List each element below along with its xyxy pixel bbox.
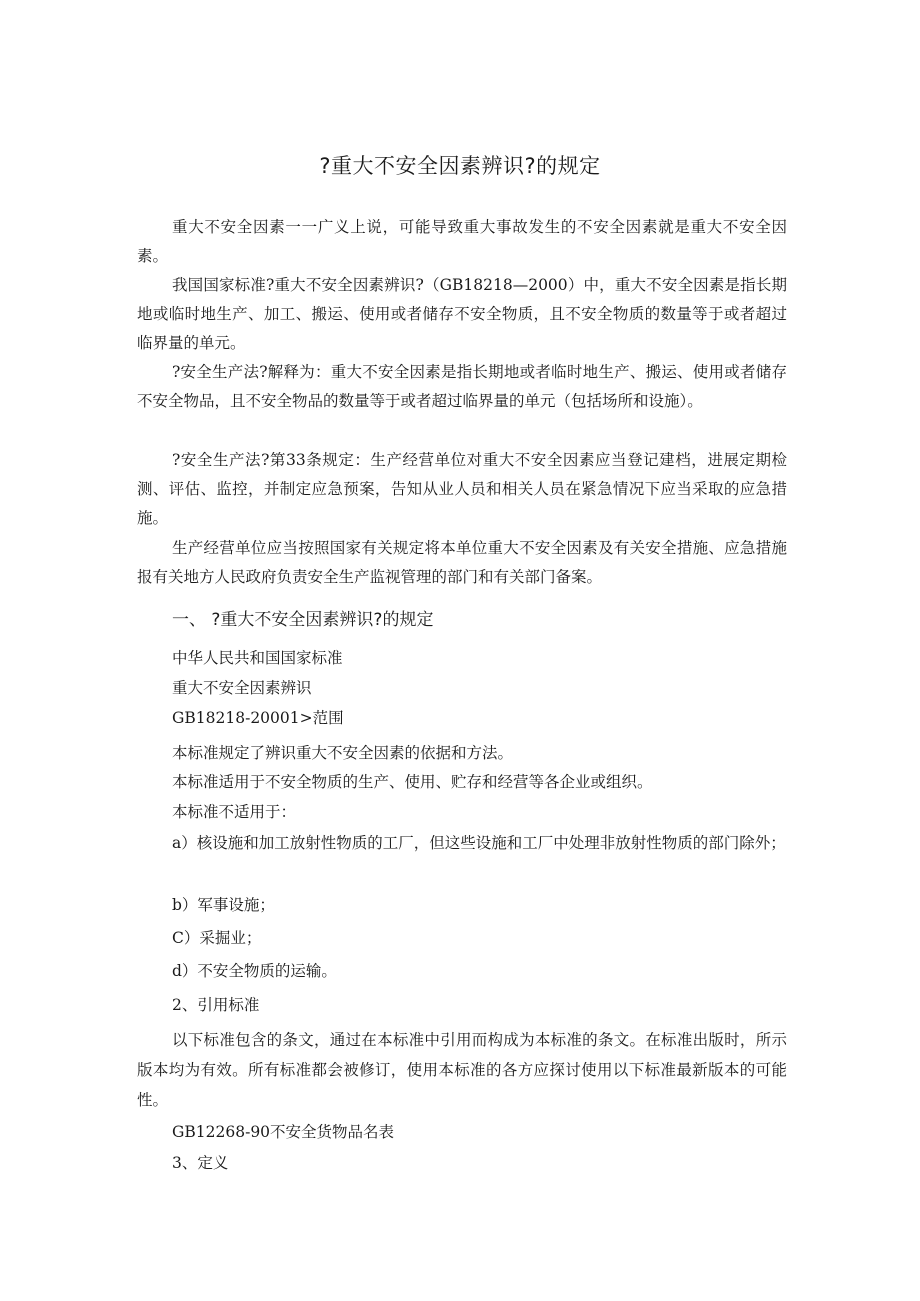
- item-a: a）核设施和加工放射性物质的工厂，但这些设施和工厂中处理非放射性物质的部门除外；: [172, 834, 786, 852]
- standard-line-3: GB18218-20001>范围: [172, 709, 344, 727]
- intro-paragraph-1: 重大不安全因素一一广义上说，可能导致重大事故发生的不安全因素就是重大不安全因素。: [137, 218, 787, 265]
- scope-line-2: 本标准适用于不安全物质的生产、使用、贮存和经营等各企业或组织。: [172, 773, 653, 791]
- intro-paragraph-5: 生产经营单位应当按照国家有关规定将本单位重大不安全因素及有关安全措施、应急措施报有关地方人民政府负责安全生产监视管理的部门和有关部门备案。: [137, 539, 787, 586]
- standard-line-2: 重大不安全因素辨识: [172, 679, 312, 697]
- standard-line-1: 中华人民共和国国家标准: [172, 649, 343, 667]
- ref-paragraph: 以下标准包含的条文，通过在本标准中引用而构成为本标准的条文。在标准出版时，所示版本均为有效。所有标准都会被修订，使用本标准的各方应探讨使用以下标准最新版本的可能性。: [137, 1031, 787, 1109]
- scope-line-1: 本标准规定了辨识重大不安全因素的依据和方法。: [172, 744, 514, 762]
- ref-heading: 2、引用标准: [172, 996, 260, 1014]
- intro-paragraph-2: 我国国家标准?重大不安全因素辨识?（GB18218—2000）中，重大不安全因素是指长期地或临时地生产、加工、搬运、使用或者储存不安全物质，且不安全物质的数量等于或者超过临界量的单元。: [137, 276, 787, 352]
- item-d: d）不安全物质的运输。: [172, 962, 337, 980]
- intro-paragraph-3: ?安全生产法?解释为：重大不安全因素是指长期地或者临时地生产、搬运、使用或者储存不安全物品，且不安全物品的数量等于或者超过临界量的单元（包括场所和设施）。: [137, 363, 787, 410]
- item-c: C）采掘业；: [172, 929, 262, 947]
- ref-item: GB12268-90不安全货物品名表: [172, 1123, 395, 1141]
- item-b: b）军事设施；: [172, 896, 275, 914]
- scope-line-3: 本标准不适用于：: [172, 803, 297, 821]
- section-heading: 一、 ?重大不安全因素辨识?的规定: [172, 610, 434, 630]
- intro-paragraph-4: ?安全生产法?第33条规定：生产经营单位对重大不安全因素应当登记建档，进展定期检测、评估、监控，并制定应急预案，告知从业人员和相关人员在紧急情况下应当采取的应急措施。: [137, 451, 787, 527]
- def-heading: 3、定义: [172, 1154, 229, 1172]
- document-title: ?重大不安全因素辨识?的规定: [319, 154, 601, 178]
